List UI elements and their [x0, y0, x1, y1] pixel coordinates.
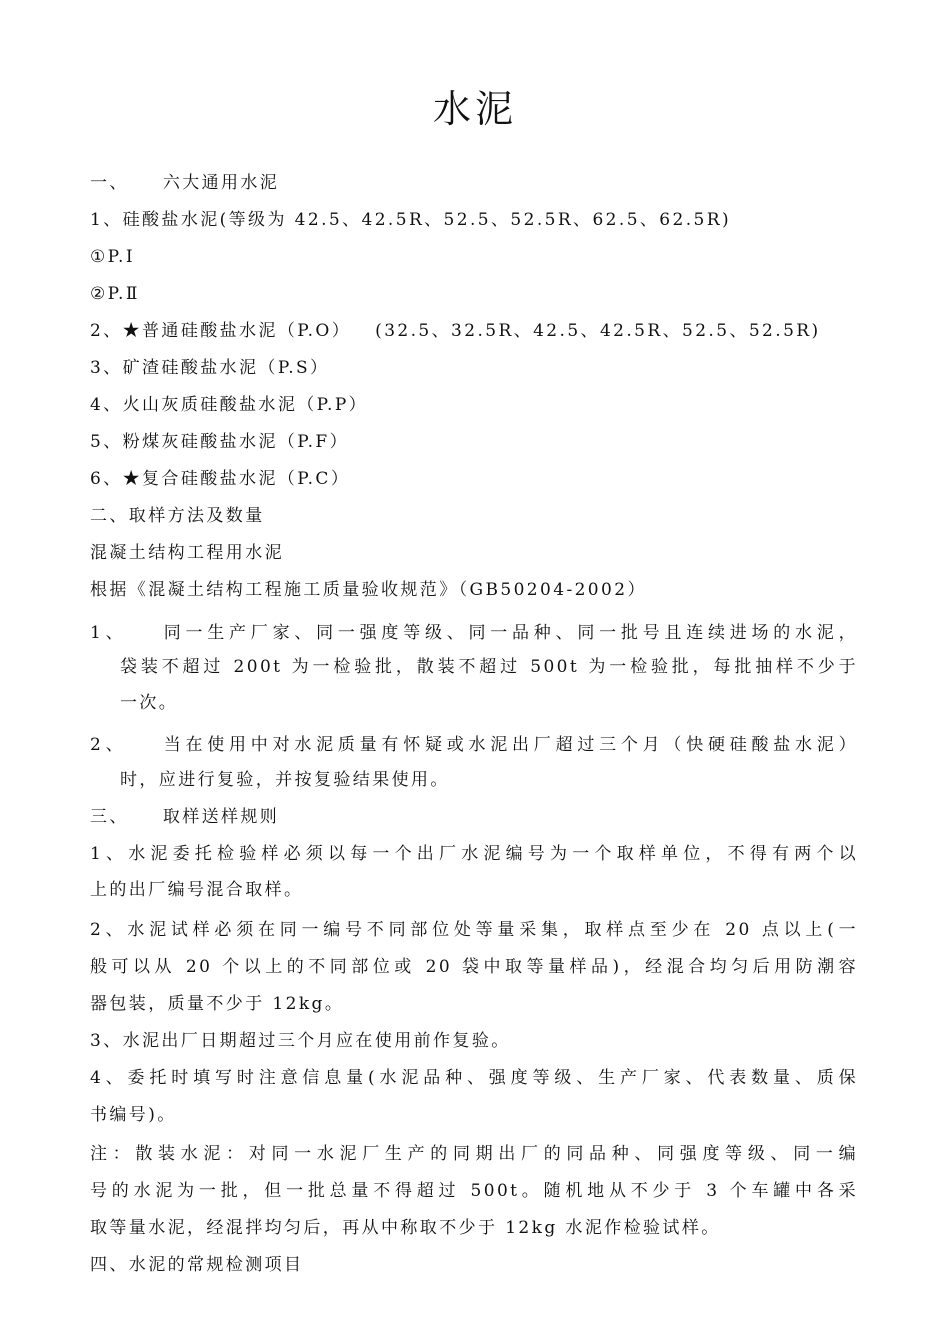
note-line: 号的水泥为一批，但一批总量不得超过 500t。随机地从不少于 3 个车罐中各采	[90, 1181, 858, 1201]
text-line: 混凝土结构工程用水泥	[90, 543, 284, 563]
text-line: 6、★复合硅酸盐水泥（P.C）	[90, 469, 351, 489]
document-title: 水泥	[432, 87, 517, 131]
text-line: 时，应进行复验，并按复验结果使用。	[120, 770, 450, 790]
text-line: 袋装不超过 200t 为一检验批，散装不超过 500t 为一检验批，每批抽样不少于	[120, 657, 858, 677]
list-number: 2、	[90, 735, 128, 755]
text-line: 一次。	[120, 693, 179, 713]
grade-list: (32.5、32.5R、42.5、42.5R、52.5、52.5R)	[375, 321, 821, 341]
section-heading-2: 二、取样方法及数量	[90, 506, 265, 526]
list-item-text: 2、★普通硅酸盐水泥（P.O）	[90, 321, 352, 341]
section-heading-3	[90, 804, 858, 830]
list-number: 1、	[90, 623, 128, 643]
text-line	[90, 732, 858, 758]
text-line: 器包装，质量不少于 12kg。	[90, 994, 345, 1014]
section-number: 三、	[90, 807, 129, 827]
text-line: 3、矿渣硅酸盐水泥（P.S）	[90, 358, 330, 378]
text-line: 4、委托时填写时注意信息量(水泥品种、强度等级、生产厂家、代表数量、质保	[90, 1068, 858, 1088]
text-line: 般可以从 20 个以上的不同部位或 20 袋中取等量样品)，经混合均匀后用防潮容	[90, 957, 858, 977]
section-heading-1	[90, 170, 858, 196]
section-heading-text: 取样送样规则	[162, 807, 280, 827]
text-line: 1、水泥委托检验样必须以每一个出厂水泥编号为一个取样单位，不得有两个以	[90, 844, 858, 864]
section-heading-4: 四、水泥的常规检测项目	[90, 1255, 304, 1275]
text-line: 5、粉煤灰硅酸盐水泥（P.F）	[90, 432, 350, 452]
note-line: 注：散装水泥：对同一水泥厂生产的同期出厂的同品种、同强度等级、同一编	[90, 1144, 858, 1164]
text-line: ②P.Ⅱ	[90, 284, 140, 304]
text-line: 书编号)。	[90, 1105, 177, 1125]
text-line: 1、硅酸盐水泥(等级为 42.5、42.5R、52.5、52.5R、62.5、62.5R)	[90, 210, 731, 230]
list-item-text: 同一生产厂家、同一强度等级、同一品种、同一批号且连续进场的水泥，	[161, 623, 858, 643]
text-line: 2、水泥试样必须在同一编号不同部位处等量采集，取样点至少在 20 点以上(一	[90, 920, 858, 940]
text-line	[90, 318, 858, 344]
text-line	[90, 620, 858, 646]
section-number: 一、	[90, 173, 129, 193]
text-line: 根据《混凝土结构工程施工质量验收规范》（GB50204-2002）	[90, 580, 647, 600]
list-item-text: 当在使用中对水泥质量有怀疑或水泥出厂超过三个月（快硬硅酸盐水泥）	[161, 735, 858, 755]
text-line: 3、水泥出厂日期超过三个月应在使用前作复验。	[90, 1031, 511, 1051]
text-line: 上的出厂编号混合取样。	[90, 880, 304, 900]
text-line: ①P.Ⅰ	[90, 247, 135, 267]
text-line: 4、火山灰质硅酸盐水泥（P.P）	[90, 395, 369, 415]
note-line: 取等量水泥，经混拌均匀后，再从中称取不少于 12kg 水泥作检验试样。	[90, 1218, 721, 1238]
section-heading-text: 六大通用水泥	[162, 173, 280, 193]
